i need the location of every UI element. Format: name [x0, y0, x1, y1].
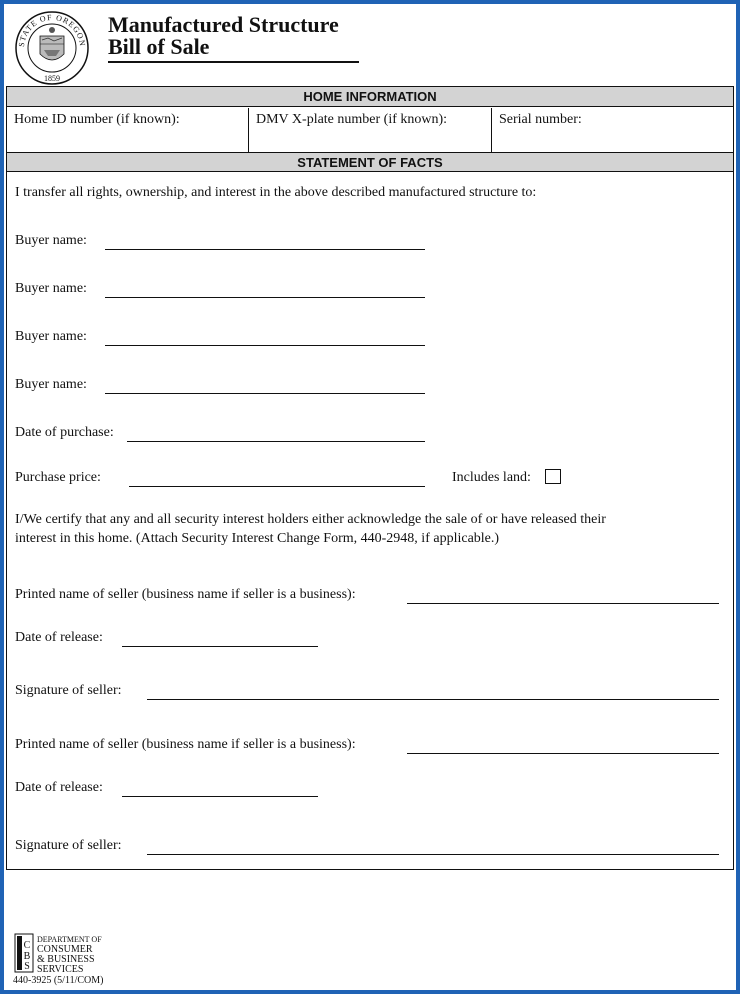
home-information-heading: HOME INFORMATION	[7, 87, 733, 107]
form-page	[4, 4, 736, 990]
dcbs-logo-icon	[14, 933, 34, 973]
seller-1-printed-name-input[interactable]	[407, 603, 719, 604]
home-id-field[interactable]	[7, 108, 249, 152]
form-number: 440-3925 (5/11/COM)	[13, 975, 104, 986]
oregon-seal-icon	[14, 10, 90, 86]
seller-2-printed-name-label: Printed name of seller (business name if seller is a business):	[15, 737, 356, 752]
seller-1-signature-label: Signature of seller:	[15, 683, 122, 698]
certify-line-1: I/We certify that any and all security interest holders either acknowledge the sale of or have released their	[15, 512, 606, 527]
seller-1-date-of-release-label: Date of release:	[15, 630, 103, 645]
dmv-xplate-field[interactable]	[249, 108, 492, 152]
home-id-label: Home ID number (if known):	[14, 112, 180, 127]
serial-number-label: Serial number:	[499, 112, 582, 127]
buyer-name-input-1[interactable]	[105, 249, 425, 250]
buyer-name-label-1: Buyer name:	[15, 233, 87, 248]
seller-2-signature-input[interactable]	[147, 854, 719, 855]
title-line-1: Manufactured Structure	[108, 12, 339, 37]
title-line-2: Bill of Sale	[108, 34, 210, 59]
buyer-name-label-3: Buyer name:	[15, 329, 87, 344]
dept-line-1: DEPARTMENT OF	[37, 935, 102, 944]
date-of-purchase-label: Date of purchase:	[15, 425, 114, 440]
purchase-price-label: Purchase price:	[15, 470, 101, 485]
buyer-name-input-2[interactable]	[105, 297, 425, 298]
buyer-name-input-4[interactable]	[105, 393, 425, 394]
buyer-name-input-3[interactable]	[105, 345, 425, 346]
svg-text:1859: 1859	[44, 74, 60, 83]
purchase-price-input[interactable]	[129, 486, 425, 487]
seller-1-printed-name-label: Printed name of seller (business name if seller is a business):	[15, 587, 356, 602]
seller-2-signature-label: Signature of seller:	[15, 838, 122, 853]
department-name	[37, 935, 102, 975]
buyer-name-label-2: Buyer name:	[15, 281, 87, 296]
date-of-purchase-input[interactable]	[127, 441, 425, 442]
svg-text:S: S	[24, 961, 30, 972]
dmv-xplate-label: DMV X-plate number (if known):	[256, 112, 448, 127]
svg-text:B: B	[23, 951, 31, 962]
seller-1-signature-input[interactable]	[147, 699, 719, 700]
seller-1-date-of-release-input[interactable]	[122, 646, 318, 647]
seller-2-date-of-release-label: Date of release:	[15, 780, 103, 795]
dept-line-2: CONSUMER	[37, 944, 93, 955]
statement-of-facts-heading: STATEMENT OF FACTS	[7, 152, 733, 172]
form-title	[108, 14, 339, 58]
svg-text:STATE OF OREGON: STATE OF OREGON	[16, 12, 88, 48]
buyer-name-label-4: Buyer name:	[15, 377, 87, 392]
serial-number-field[interactable]	[492, 108, 733, 152]
includes-land-checkbox[interactable]	[545, 469, 561, 484]
svg-text:C: C	[23, 940, 31, 951]
seller-2-printed-name-input[interactable]	[407, 753, 719, 754]
certify-line-2: interest in this home. (Attach Security Interest Change Form, 440-2948, if applicable.)	[15, 531, 500, 546]
seller-2-date-of-release-input[interactable]	[122, 796, 318, 797]
dept-line-3: & BUSINESS	[37, 954, 95, 965]
dept-line-4: SERVICES	[37, 964, 84, 975]
form-box	[6, 86, 734, 870]
title-underline	[108, 61, 359, 63]
transfer-statement: I transfer all rights, ownership, and interest in the above described manufactured structure to:	[15, 185, 537, 200]
includes-land-label: Includes land:	[452, 470, 531, 485]
